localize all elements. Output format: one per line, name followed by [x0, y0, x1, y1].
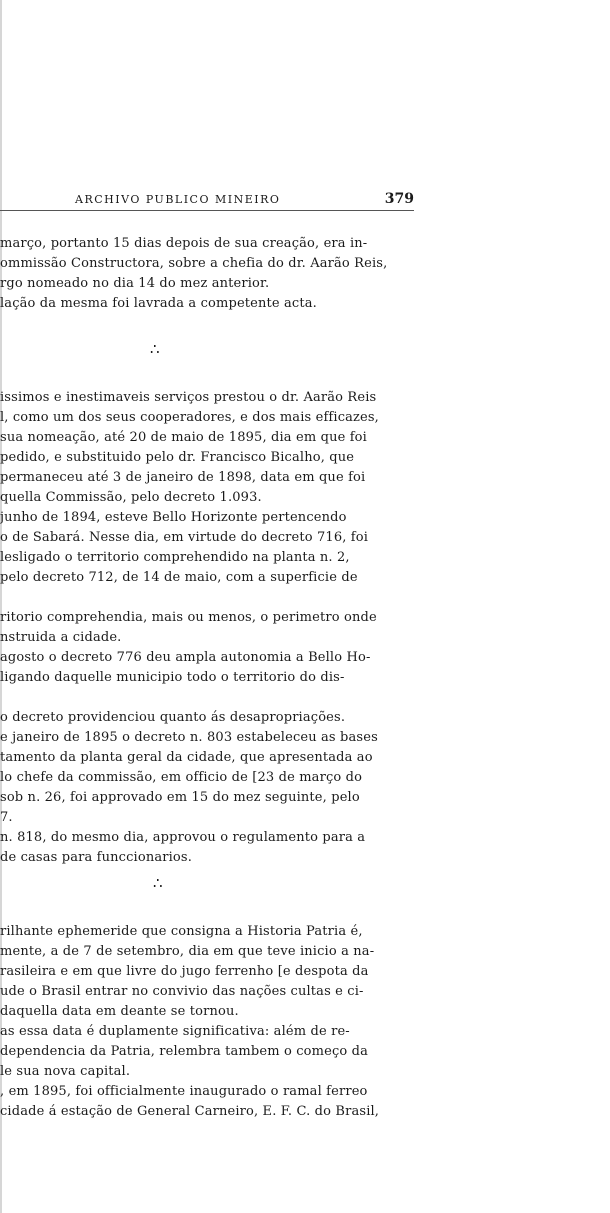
text-line: mente, a de 7 de setembro, dia em que teve inicio a na- [0, 944, 375, 959]
text-line: rasileira e em que livre do jugo ferrenho [e despota da [0, 964, 369, 979]
text-line: rgo nomeado no dia 14 do mez anterior. [0, 276, 270, 291]
text-line: n. 818, do mesmo dia, approvou o regulamento para a [0, 830, 366, 845]
text-line: março, portanto 15 dias depois de sua creação, era in- [0, 236, 368, 251]
text-line: nstruida a cidade. [0, 630, 122, 645]
text-line: lação da mesma foi lavrada a competente acta. [0, 296, 317, 311]
text-line: issimos e inestimaveis serviços prestou o dr. Aarão Reis [0, 390, 377, 405]
text-line: lo chefe da commissão, em officio de [23 de março do [0, 770, 363, 785]
text-line: pedido, e substituido pelo dr. Francisco Bicalho, que [0, 450, 355, 465]
text-line: agosto o decreto 776 deu ampla autonomia a Bello Ho- [0, 650, 371, 665]
text-line: as essa data é duplamente significativa: além de re- [0, 1024, 350, 1039]
text-line: permaneceu até 3 de janeiro de 1898, data em que foi [0, 470, 366, 485]
text-line: daquella data em deante se tornou. [0, 1004, 239, 1019]
text-line: le sua nova capital. [0, 1064, 131, 1079]
text-line: sob n. 26, foi approvado em 15 do mez seguinte, pelo [0, 790, 360, 805]
text-line: ritorio comprehendia, mais ou menos, o perimetro onde [0, 610, 377, 625]
text-line: e janeiro de 1895 o decreto n. 803 estabeleceu as bases [0, 730, 378, 745]
text-line: lesligado o territorio comprehendido na planta n. 2, [0, 550, 350, 565]
text-line: ligando daquelle municipio todo o territorio do dis- [0, 670, 345, 685]
text-line: , em 1895, foi officialmente inaugurado o ramal ferreo [0, 1084, 368, 1099]
running-head [0, 193, 610, 211]
header-rule [0, 210, 414, 211]
text-line: quella Commissão, pelo decreto 1.093. [0, 490, 262, 505]
text-line: junho de 1894, esteve Bello Horizonte pertencendo [0, 510, 347, 525]
section-separator: ∴ [150, 340, 160, 358]
text-line: ude o Brasil entrar no convivio das nações cultas e ci- [0, 984, 364, 999]
text-line: 7. [0, 810, 13, 825]
text-line: rilhante ephemeride que consigna a Historia Patria é, [0, 924, 363, 939]
text-line: de casas para funccionarios. [0, 850, 193, 865]
text-line: cidade á estação de General Carneiro, E. F. C. do Brasil, [0, 1104, 380, 1119]
text-line: sua nomeação, até 20 de maio de 1895, dia em que foi [0, 430, 367, 445]
journal-title: ARCHIVO PUBLICO MINEIRO [75, 193, 281, 206]
text-line: o decreto providenciou quanto ás desapropriações. [0, 710, 346, 725]
text-line: o de Sabará. Nesse dia, em virtude do decreto 716, foi [0, 530, 369, 545]
text-line: dependencia da Patria, relembra tambem o começo da [0, 1044, 369, 1059]
text-line: tamento da planta geral da cidade, que apresentada ao [0, 750, 373, 765]
text-line: ommissão Constructora, sobre a chefia do dr. Aarão Reis, [0, 256, 388, 271]
page-number: 379 [384, 191, 414, 207]
section-separator: ∴ [153, 874, 163, 892]
text-line: pelo decreto 712, de 14 de maio, com a superficie de [0, 570, 358, 585]
text-line: l, como um dos seus cooperadores, e dos mais efficazes, [0, 410, 379, 425]
